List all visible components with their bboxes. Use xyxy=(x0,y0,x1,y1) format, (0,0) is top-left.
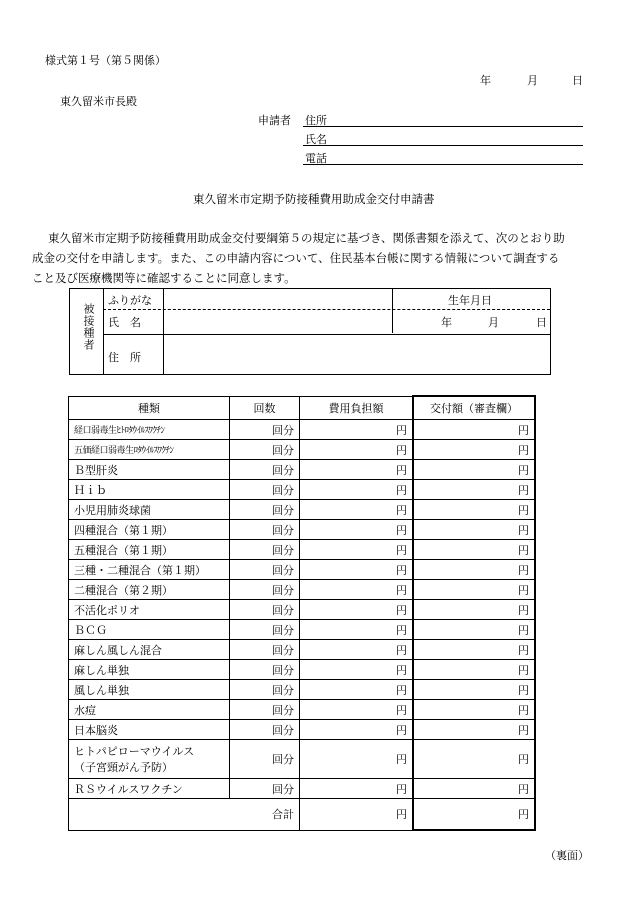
cost-cell[interactable]: 円 xyxy=(300,700,414,720)
birth-year-label: 年 xyxy=(441,316,452,329)
count-cell[interactable]: 回分 xyxy=(230,440,300,460)
vaccine-name-text: ヒトパピローマウイルス xyxy=(74,745,195,758)
vaccine-name-text: 麻しん風しん混合 xyxy=(74,643,162,657)
cost-cell[interactable]: 円 xyxy=(300,779,414,799)
vaccine-name-text: ＢＣＧ xyxy=(74,623,107,637)
count-cell[interactable]: 回分 xyxy=(230,620,300,640)
vaccine-name xyxy=(69,580,230,600)
date-year-label: 年 xyxy=(480,74,491,87)
address-label: 住所 xyxy=(305,114,327,127)
birth-month-label: 月 xyxy=(488,316,499,329)
table-row xyxy=(69,700,536,720)
phone-line[interactable] xyxy=(303,164,583,165)
recipient-table xyxy=(69,288,551,375)
vaccine-name xyxy=(69,420,230,440)
applicant-label: 申請者 xyxy=(258,114,291,127)
vaccine-name xyxy=(69,520,230,540)
vaccine-name-text: 小児用肺炎球菌 xyxy=(74,503,151,517)
count-cell[interactable]: 回分 xyxy=(230,700,300,720)
vaccine-name xyxy=(69,640,230,660)
vaccine-name-sub: （子宮頸がん予防） xyxy=(74,761,173,774)
count-cell[interactable]: 回分 xyxy=(230,680,300,700)
grant-cell: 円 xyxy=(413,740,535,779)
grant-cell: 円 xyxy=(413,560,535,580)
grant-cell: 円 xyxy=(413,540,535,560)
table-row xyxy=(69,480,536,500)
table-row xyxy=(69,420,536,440)
total-grant-cell: 円 xyxy=(413,799,535,831)
table-row xyxy=(69,560,536,580)
cost-cell[interactable]: 円 xyxy=(300,440,414,460)
phone-label: 電話 xyxy=(305,152,327,165)
count-cell[interactable]: 回分 xyxy=(230,779,300,799)
address-line[interactable] xyxy=(303,126,583,127)
cost-cell[interactable]: 円 xyxy=(300,500,414,520)
table-row xyxy=(69,440,536,460)
cost-cell[interactable]: 円 xyxy=(300,720,414,740)
total-row xyxy=(69,799,536,831)
date-day-label: 日 xyxy=(572,74,583,87)
grant-cell: 円 xyxy=(413,660,535,680)
vaccine-name xyxy=(69,660,230,680)
grant-cell: 円 xyxy=(413,520,535,540)
vaccine-name-text: 水痘 xyxy=(74,703,96,717)
date-month-label: 月 xyxy=(527,74,538,87)
total-cost-cell[interactable]: 円 xyxy=(300,799,414,831)
body-line-3: こと及び医療機関等に確認することに同意します。 xyxy=(32,271,296,285)
count-cell[interactable]: 回分 xyxy=(230,420,300,440)
grant-cell: 円 xyxy=(413,779,535,799)
cost-cell[interactable]: 円 xyxy=(300,600,414,620)
furigana-label: ふりがな xyxy=(108,294,152,307)
count-cell[interactable]: 回分 xyxy=(230,580,300,600)
recipient-address-field[interactable] xyxy=(165,336,549,374)
table-row xyxy=(69,500,536,520)
vaccine-name xyxy=(69,700,230,720)
recipient-name-label: 氏 名 xyxy=(108,316,141,329)
birthdate-label: 生年月日 xyxy=(448,294,492,307)
recipient-address-label: 住 所 xyxy=(108,351,141,364)
vaccine-name-text: 経口弱毒生ﾋﾄﾛﾀｳｲﾙｽﾜｸﾁﾝ xyxy=(74,426,165,436)
footer-note: （裏面） xyxy=(545,849,589,862)
table-row xyxy=(69,640,536,660)
table-row xyxy=(69,620,536,640)
vaccine-name-text: 三種・二種混合（第１期） xyxy=(74,563,206,577)
vaccine-name xyxy=(69,600,230,620)
form-number: 様式第１号（第５関係） xyxy=(45,54,166,67)
recipient-name-field[interactable] xyxy=(165,311,391,333)
grant-cell: 円 xyxy=(413,700,535,720)
vaccine-name-text: 日本脳炎 xyxy=(74,723,118,737)
grant-cell: 円 xyxy=(413,640,535,660)
table-row xyxy=(69,520,536,540)
recipient-side-label: 被接種者 xyxy=(82,303,95,351)
header-grant: 交付額（審査欄） xyxy=(413,396,535,420)
count-cell[interactable]: 回分 xyxy=(230,460,300,480)
count-cell[interactable]: 回分 xyxy=(230,480,300,500)
grant-cell: 円 xyxy=(413,720,535,740)
vaccine-name-text: 風しん単独 xyxy=(74,683,129,697)
furigana-field[interactable] xyxy=(165,290,391,308)
grant-cell: 円 xyxy=(413,480,535,500)
cost-cell[interactable]: 円 xyxy=(300,740,414,779)
cost-cell[interactable]: 円 xyxy=(300,480,414,500)
count-cell[interactable]: 回分 xyxy=(230,560,300,580)
table-row xyxy=(69,720,536,740)
vaccine-name xyxy=(69,440,230,460)
grant-cell: 円 xyxy=(413,500,535,520)
count-cell[interactable]: 回分 xyxy=(230,720,300,740)
count-cell[interactable]: 回分 xyxy=(230,500,300,520)
table-row xyxy=(69,600,536,620)
cost-cell[interactable]: 円 xyxy=(300,560,414,580)
cost-cell[interactable]: 円 xyxy=(300,660,414,680)
body-line-1: 東久留米市定期予防接種費用助成金交付要綱第５の規定に基づき、関係書類を添えて、次のとおり助 xyxy=(48,231,565,245)
vaccine-name xyxy=(69,720,230,740)
table-row xyxy=(69,460,536,480)
cost-cell[interactable]: 円 xyxy=(300,620,414,640)
count-cell[interactable]: 回分 xyxy=(230,540,300,560)
vaccine-name xyxy=(69,560,230,580)
grant-cell: 円 xyxy=(413,420,535,440)
cost-cell[interactable]: 円 xyxy=(300,580,414,600)
grant-cell: 円 xyxy=(413,680,535,700)
vaccine-name-text: 四種混合（第１期） xyxy=(74,523,173,537)
table-row xyxy=(69,779,536,799)
table-row xyxy=(69,660,536,680)
header-count: 回数 xyxy=(230,396,300,420)
body-line-2: 成金の交付を申請します。また、この申請内容について、住民基本台帳に関する情報について調査する xyxy=(32,251,560,265)
count-cell[interactable]: 回分 xyxy=(230,660,300,680)
vaccine-name xyxy=(69,460,230,480)
name-line[interactable] xyxy=(303,145,583,146)
count-cell[interactable]: 回分 xyxy=(230,520,300,540)
vaccine-name-text: Ｂ型肝炎 xyxy=(74,463,118,477)
birth-day-label: 日 xyxy=(536,316,547,329)
vaccine-name xyxy=(69,540,230,560)
vaccine-name-text: ＲＳウイルスワクチン xyxy=(74,782,183,796)
count-cell[interactable]: 回分 xyxy=(230,640,300,660)
vaccine-name xyxy=(69,779,230,799)
vaccine-name xyxy=(69,740,230,779)
table-row xyxy=(69,580,536,600)
table-row xyxy=(69,740,536,779)
vaccine-name xyxy=(69,680,230,700)
header-type: 種類 xyxy=(69,396,230,420)
grant-cell: 円 xyxy=(413,600,535,620)
name-label: 氏名 xyxy=(305,133,327,146)
vaccine-name-text: 五種混合（第１期） xyxy=(74,543,173,557)
grant-cell: 円 xyxy=(413,580,535,600)
cost-cell[interactable]: 円 xyxy=(300,460,414,480)
body-paragraph xyxy=(32,228,584,288)
vaccine-name xyxy=(69,620,230,640)
cost-cell[interactable]: 円 xyxy=(300,680,414,700)
vaccine-name-text: 五価経口弱毒生ﾛﾀｳｲﾙｽﾜｸﾁﾝ xyxy=(74,446,174,456)
header-cost: 費用負担額 xyxy=(300,396,414,420)
count-cell[interactable]: 回分 xyxy=(230,600,300,620)
vaccine-name-text: 二種混合（第２期） xyxy=(74,583,173,597)
vaccine-name xyxy=(69,500,230,520)
table-row xyxy=(69,540,536,560)
count-cell[interactable]: 回分 xyxy=(230,740,300,779)
addressee: 東久留米市長殿 xyxy=(60,95,137,108)
cost-cell[interactable]: 円 xyxy=(300,520,414,540)
table-row xyxy=(69,680,536,700)
grant-cell: 円 xyxy=(413,440,535,460)
vaccine-name xyxy=(69,480,230,500)
vaccine-name-text: 不活化ポリオ xyxy=(74,603,140,617)
vaccine-name-text: 麻しん単独 xyxy=(74,663,129,677)
grant-cell: 円 xyxy=(413,620,535,640)
cost-cell[interactable]: 円 xyxy=(300,420,414,440)
vaccine-name-text: Ｈｉｂ xyxy=(74,483,107,497)
grant-cell: 円 xyxy=(413,460,535,480)
total-label: 合計 xyxy=(69,799,300,831)
cost-cell[interactable]: 円 xyxy=(300,640,414,660)
document-title: 東久留米市定期予防接種費用助成金交付申請書 xyxy=(193,192,435,206)
cost-cell[interactable]: 円 xyxy=(300,540,414,560)
fee-table xyxy=(68,395,536,831)
